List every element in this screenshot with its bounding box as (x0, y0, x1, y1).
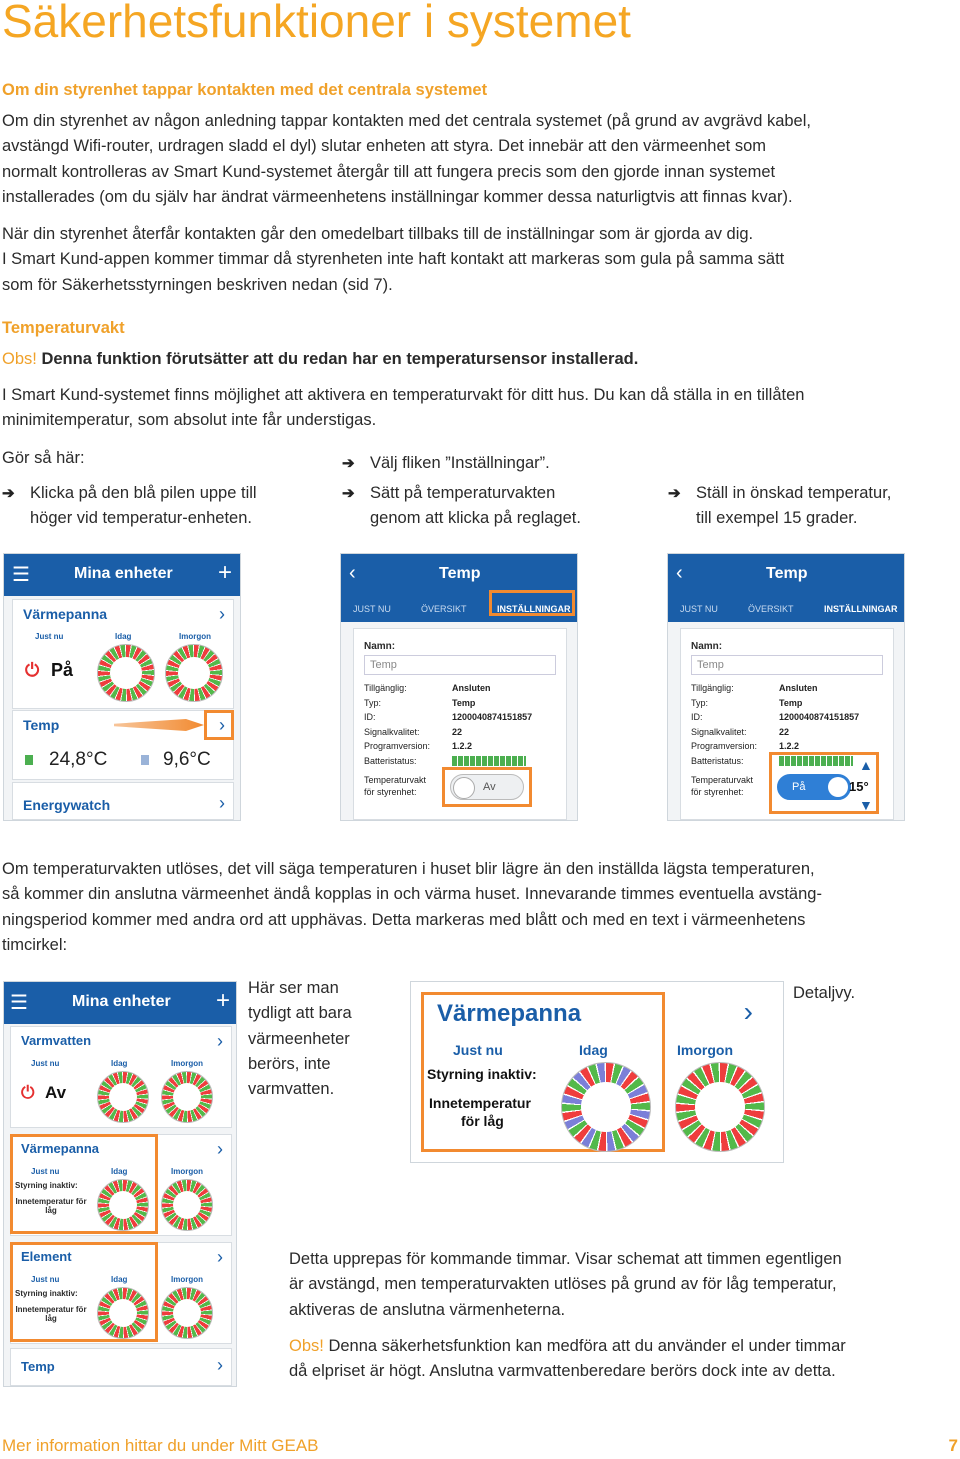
target-temperature: 15° (849, 779, 869, 794)
obs-note: Obs! Denna funktion förutsätter att du redan har en temperatursensor installerad. (2, 350, 639, 368)
hour-dial-today (97, 644, 155, 702)
menu-icon[interactable]: ☰ (12, 564, 30, 586)
highlight-box (10, 1134, 158, 1234)
app-top-bar (4, 554, 240, 596)
step-3: ➔ Ställ in önskad temperatur, till exempel 15 grader. (668, 481, 958, 533)
app-title: Mina enheter (74, 565, 173, 582)
sensor-icon (25, 755, 33, 765)
guard-toggle[interactable]: Av (450, 774, 524, 800)
tab-settings[interactable]: INSTÄLLNINGAR (497, 604, 571, 614)
guard-paragraph: I Smart Kund-systemet finns möjlighet att aktivera en temperaturvakt för ditt hus. Du kan då ställa in en tillåten minimitemperatur, som absolut inte får understigas. (2, 386, 805, 430)
device-card-boiler[interactable]: Värmepanna › Just nu Idag Imorgon ⏻ På (12, 599, 234, 709)
chevron-right-icon[interactable]: › (217, 1355, 223, 1375)
power-icon: ⏻ (21, 1083, 35, 1102)
arrow-right-icon: ➔ (668, 485, 681, 502)
chevron-right-icon[interactable]: › (217, 1031, 223, 1051)
highlight-box (489, 590, 575, 616)
battery-bar (452, 756, 526, 766)
decrease-icon[interactable]: ▼ (859, 797, 873, 813)
footer-text: Mer information hittar du under Mitt GEAB (2, 1436, 319, 1455)
tab-now[interactable]: JUST NU (353, 604, 391, 614)
screenshot-settings-on: ‹ Temp JUST NU ÖVERSIKT INSTÄLLNINGAR Namn: Temp Tillgänglig: Typ: ID: Signalkvalitet: Programversion: Batteristatus: Ansluten Temp 1200040874151857 22 1.2.2 Temperaturvakt för styrenhet: På ▲ 15° ▼ (667, 553, 905, 821)
screenshot-my-devices (3, 553, 241, 821)
hour-dial-tomorrow (165, 644, 223, 702)
howto-label: Gör så här: (2, 449, 85, 467)
hour-dial (161, 1071, 213, 1123)
reconnect-paragraph: När din styrenhet återfår kontakten går den omedelbart tillbaks till de inställningar som är gjorda av dig. I Smart Kund-appen kommer timmar då styrenheten inte haft kontakt att markeras som gula på samma sätt som för Säkerhetsstyrningen beskriven nedan (sid 7). (2, 225, 785, 294)
chevron-right-icon[interactable]: › (219, 793, 225, 813)
power-icon: ⏻ (25, 660, 40, 680)
tab-overview[interactable]: ÖVERSIKT (421, 604, 467, 614)
device-card-element[interactable]: Element › Just nu Idag Imorgon Styrning inaktiv: Innetemperatur för låg (10, 1242, 232, 1344)
side-note: Här ser man tydligt att bara värmeenheter berörs, inte varmvatten. (248, 979, 352, 1099)
step-2b: ➔ Sätt på temperaturvakten genom att klicka på reglaget. (342, 481, 662, 533)
arrow-right-icon: ➔ (2, 485, 15, 502)
guard-toggle[interactable]: På (777, 774, 851, 800)
page-number: 7 (948, 1436, 958, 1455)
chevron-right-icon[interactable]: › (743, 996, 753, 1027)
sensor-icon (141, 755, 149, 765)
screenshot-device-list: ☰ Mina enheter + Varmvatten › Just nu Idag Imorgon ⏻ Av Värmepanna › Just nu Idag Imorgon Styrning inaktiv: Innetemperatur för låg Element › Just nu Idag Imorgon Styrning inaktiv: Innetemperatur för låg Temp › (3, 981, 237, 1387)
plus-icon[interactable]: + (217, 559, 232, 586)
hour-dial (97, 1071, 149, 1123)
tab-overview[interactable]: ÖVERSIKT (748, 604, 794, 614)
name-field[interactable]: Temp (364, 655, 556, 675)
step-1: ➔ Klicka på den blå pilen uppe till höger vid temperatur-enheten. (2, 481, 322, 533)
section-heading-temperature-guard: Temperaturvakt (2, 319, 125, 337)
screenshot-settings-off: ‹ Temp JUST NU ÖVERSIKT INSTÄLLNINGAR Namn: Temp Tillgänglig: Typ: ID: Signalkvalitet: Programversion: Batteristatus: Ansluten Temp 1200040874151857 22 1.2.2 Temperaturvakt för styrenhet: Av (340, 553, 578, 821)
device-card-energywatch[interactable]: Energywatch › (12, 782, 234, 820)
chevron-right-icon[interactable]: › (217, 1139, 223, 1159)
menu-icon[interactable]: ☰ (10, 992, 28, 1014)
hour-dial-today (561, 1062, 651, 1152)
arrow-right-icon: ➔ (342, 485, 355, 502)
plus-icon[interactable]: + (215, 987, 230, 1014)
highlight-box (442, 767, 532, 807)
triggered-paragraph: Om temperaturvakten utlöses, det vill säga temperaturen i huset blir lägre än den inställda lägsta temperaturen, så kommer din anslutna värmeenhet ändå kopplas in och värma huset. Innevarande timmes eventuella avstäng- ningsperiod kommer med andra ord att upphävas. Detta markeras med blått och med en text i värmeenhetens timcirkel: (2, 860, 822, 954)
chevron-right-icon[interactable]: › (219, 604, 225, 624)
increase-icon[interactable]: ▲ (859, 757, 873, 773)
settings-panel: Namn: Temp Tillgänglig: Typ: ID: Signalkvalitet: Programversion: Batteristatus: Ansluten Temp 1200040874151857 22 1.2.2 Temperaturvakt för styrenhet: På ▲ 15° ▼ (680, 628, 894, 820)
detail-label: Detaljvy. (793, 984, 856, 1002)
highlight-box (204, 710, 234, 740)
tab-settings[interactable]: INSTÄLLNINGAR (824, 604, 898, 614)
device-card-temp[interactable]: Temp › (10, 1348, 232, 1386)
repeat-paragraph: Detta upprepas för kommande timmar. Visar schemat att timmen egentligen är avstängd, men temperaturvakten utlöses på grund av för låg temperatur, aktiveras de anslutna värmenheterna. (289, 1250, 842, 1319)
connection-paragraph: Om din styrenhet av någon anledning tappar kontakten med det centrala systemet (på grund av avgrävd kabel, avstängd Wifi-router, urdragen sladd el dyl) slutar enheten att styra. Det innebär att den värmeenhet som normalt kontrolleras av Smart Kund-systemet återgår till att fungera precis som den gjorde innan systemet installerades (om du själv har ändrat värmeenhetens inställningar kommer dessa naturligtvis att finnas kvar). (2, 112, 811, 206)
back-icon[interactable]: ‹ (349, 562, 356, 584)
chevron-right-icon[interactable]: › (219, 715, 225, 735)
tab-bar (668, 596, 904, 622)
tab-now[interactable]: JUST NU (680, 604, 718, 614)
chevron-right-icon[interactable]: › (217, 1247, 223, 1267)
obs-warning: Obs! Denna säkerhetsfunktion kan medföra att du använder el under timmar då elpriset är högt. Anslutna varmvattenberedare berörs dock inte av detta. (289, 1337, 846, 1381)
hour-dial-tomorrow (675, 1062, 765, 1152)
hour-dial (161, 1179, 213, 1231)
device-card-boiler[interactable]: Värmepanna › Just nu Idag Imorgon Styrning inaktiv: Innetemperatur för låg (10, 1134, 232, 1236)
device-card-temp[interactable]: Temp › 24,8°C 9,6°C (12, 710, 234, 780)
highlight-box (10, 1242, 158, 1342)
highlight-box (769, 752, 879, 814)
page-title: Säkerhetsfunktioner i systemet (2, 0, 631, 47)
hour-dial (161, 1287, 213, 1339)
back-icon[interactable]: ‹ (676, 562, 683, 584)
section-heading-connection: Om din styrenhet tappar kontakten med det centrala systemet (2, 81, 488, 99)
arrow-right-icon: ➔ (342, 455, 355, 472)
screenshot-detail-view: Värmepanna › Just nu Idag Imorgon Styrning inaktiv: Innetemperatur för låg (410, 981, 784, 1163)
device-card-hot-water[interactable]: Varmvatten › Just nu Idag Imorgon ⏻ Av (10, 1026, 232, 1128)
name-field[interactable]: Temp (691, 655, 883, 675)
step-2a: ➔ Välj fliken ”Inställningar”. (342, 451, 662, 477)
settings-panel: Namn: Temp Tillgänglig: Typ: ID: Signalkvalitet: Programversion: Batteristatus: Ansluten Temp 1200040874151857 22 1.2.2 Temperaturvakt för styrenhet: Av (353, 628, 567, 820)
